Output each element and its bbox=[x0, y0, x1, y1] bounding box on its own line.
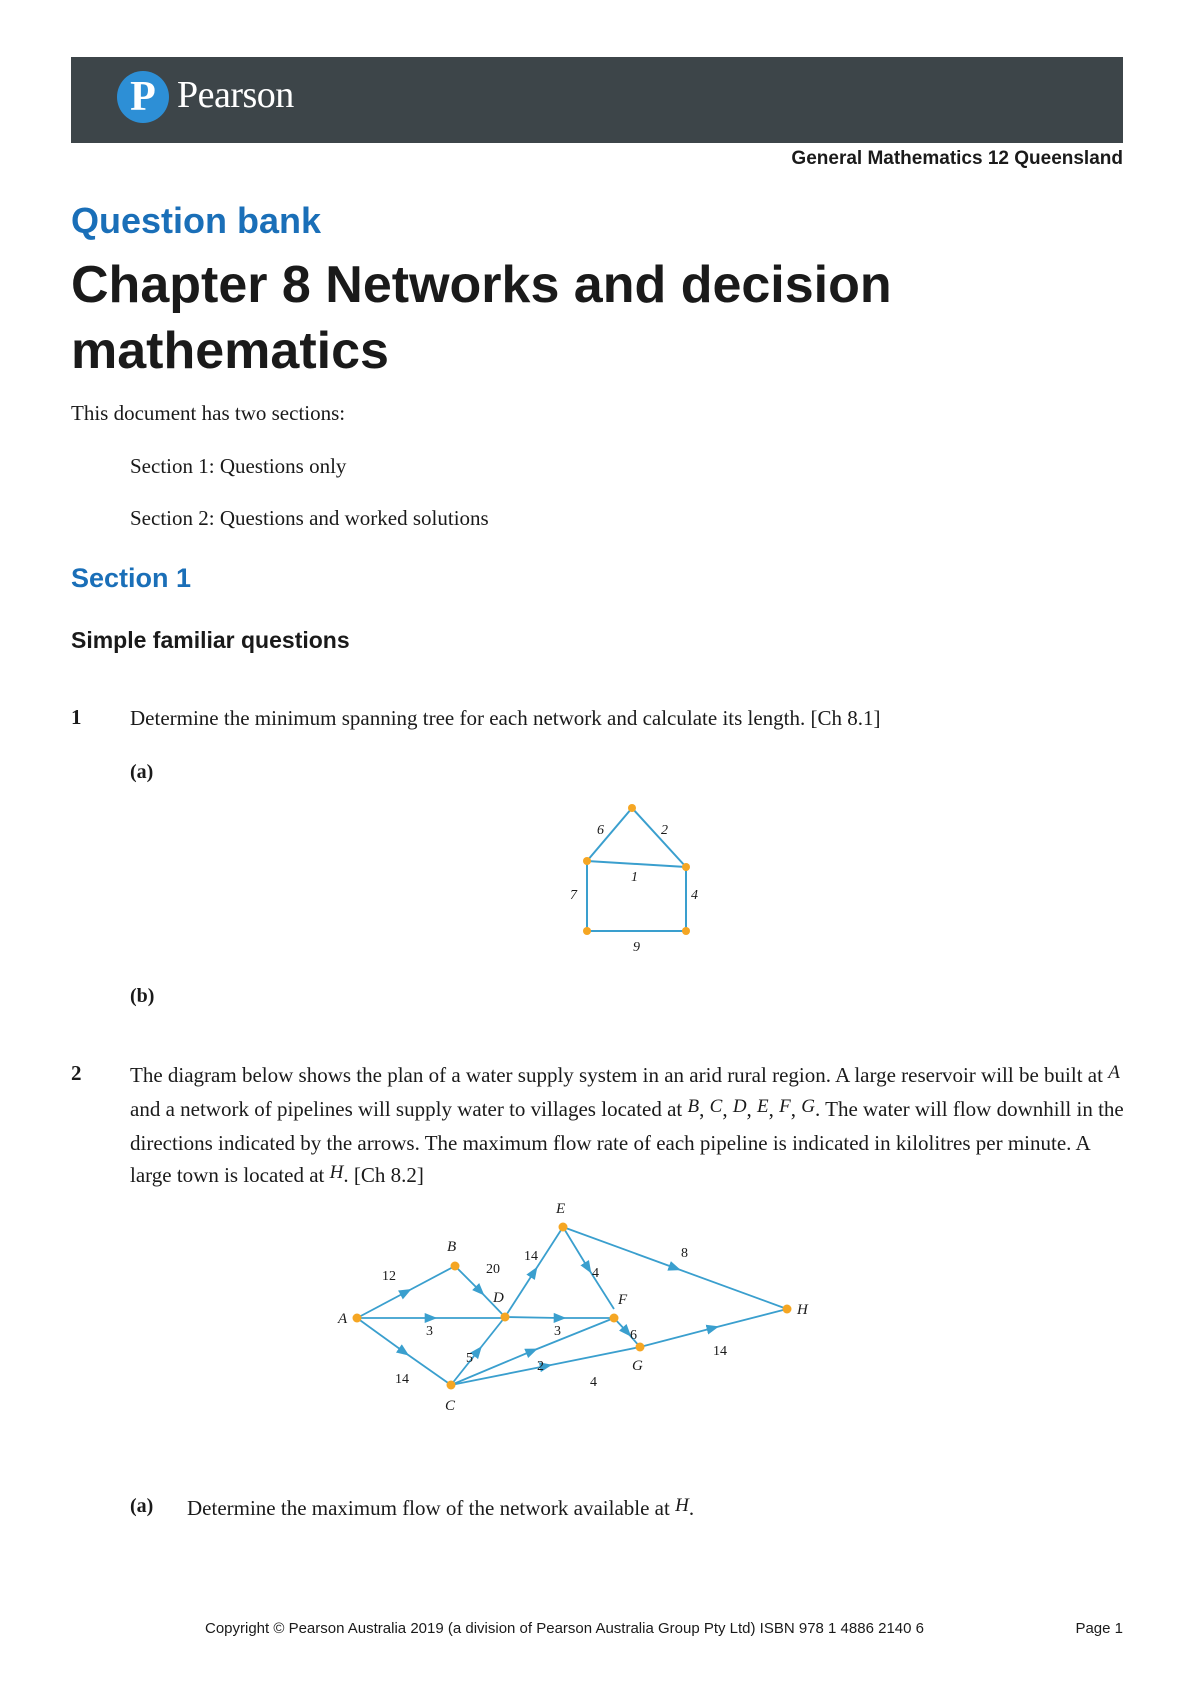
node-label-f: F bbox=[618, 1292, 628, 1308]
capacity-label: 4 bbox=[590, 1375, 597, 1390]
var-h: H bbox=[329, 1162, 344, 1183]
node-label-g: G bbox=[632, 1358, 643, 1374]
section-list-item-1: Section 1: Questions only bbox=[130, 454, 347, 478]
q2-text-part: . [Ch 8.2] bbox=[343, 1163, 424, 1187]
capacity-label: 2 bbox=[537, 1359, 544, 1374]
edge-label: 1 bbox=[631, 870, 638, 885]
question-1-part-b: (b) bbox=[130, 985, 155, 1007]
edge-label: 6 bbox=[597, 823, 604, 838]
pearson-logo-text: Pearson bbox=[177, 74, 294, 116]
water-flow-network-diagram bbox=[330, 1195, 870, 1460]
var-d: D bbox=[732, 1096, 747, 1117]
q2-text-part: The diagram below shows the plan of a water supply system in an arid rural region. A large reservoir will be built at bbox=[130, 1063, 1103, 1087]
chapter-title: Chapter 8 Networks and decision mathematics bbox=[71, 256, 892, 380]
capacity-label: 14 bbox=[395, 1372, 409, 1387]
part-a-end: . bbox=[688, 1496, 695, 1520]
question-2-text: The diagram below shows the plan of a water supply system in an arid rural region. A large reservoir will be built at A and a network of pipelines will supply water to villages located at B, C, D, E, F, G. The water will flow downhill in the directions indicated by the arrows. The maximum flow rate of each pipeline is indicated in kilolitres per minute. A large town is located at H. [Ch 8.2] bbox=[130, 1062, 1124, 1187]
footer-copyright: Copyright © Pearson Australia 2019 (a division of Pearson Australia Group Pty Ltd) ISBN 978 1 4886 2140 6 bbox=[205, 1620, 924, 1637]
question-1-text: Determine the minimum spanning tree for each network and calculate its length. [Ch 8.1] bbox=[130, 706, 881, 730]
node-label-c: C bbox=[445, 1398, 456, 1414]
subsection-heading: Simple familiar questions bbox=[71, 627, 350, 653]
var-a: A bbox=[1108, 1062, 1120, 1083]
capacity-label: 3 bbox=[554, 1324, 561, 1339]
capacity-label: 20 bbox=[486, 1262, 500, 1277]
question-2-part-a-text bbox=[187, 1493, 694, 1525]
question-number-1: 1 bbox=[71, 705, 82, 729]
node-label-b: B bbox=[447, 1239, 457, 1255]
network-diagram-a bbox=[555, 795, 705, 955]
capacity-label: 4 bbox=[592, 1266, 599, 1281]
var-f: F bbox=[779, 1096, 791, 1117]
question-bank-heading: Question bank bbox=[71, 200, 322, 241]
capacity-label: 6 bbox=[630, 1328, 637, 1343]
capacity-label: 8 bbox=[681, 1246, 688, 1261]
var-g: G bbox=[801, 1096, 815, 1117]
q2-text-part: . The water will flow downhill in the directions indicated by the arrows. The maximum flow rate of each pipeline is indicated in kilolitres per minute. A large town is located at bbox=[130, 1097, 1124, 1187]
intro-text: This document has two sections: bbox=[71, 401, 346, 425]
node-label-e: E bbox=[556, 1201, 566, 1217]
capacity-label: 3 bbox=[426, 1324, 433, 1339]
footer-page-number: Page 1 bbox=[1075, 1620, 1123, 1637]
node-label-a: A bbox=[338, 1311, 348, 1327]
var-e: E bbox=[757, 1096, 769, 1117]
question-2-part-a: (a) bbox=[130, 1495, 154, 1517]
var-h: H bbox=[675, 1495, 689, 1516]
capacity-label: 12 bbox=[382, 1269, 396, 1284]
edge-label: 2 bbox=[661, 823, 668, 838]
edge-label: 7 bbox=[570, 888, 577, 903]
var-c: C bbox=[709, 1096, 723, 1117]
node-label-h: H bbox=[797, 1302, 808, 1318]
var-b: B bbox=[687, 1096, 700, 1117]
book-title: General Mathematics 12 Queensland bbox=[791, 148, 1123, 169]
q2-text-part: and a network of pipelines will supply water to villages located at bbox=[130, 1097, 683, 1121]
edge-label: 4 bbox=[691, 888, 698, 903]
part-a-text: Determine the maximum flow of the network available at bbox=[187, 1496, 670, 1520]
capacity-label: 14 bbox=[524, 1249, 538, 1264]
capacity-label: 5 bbox=[466, 1351, 473, 1366]
question-number-2: 2 bbox=[71, 1061, 82, 1085]
header-banner bbox=[71, 57, 1123, 143]
capacity-label: 14 bbox=[713, 1344, 727, 1359]
section-heading: Section 1 bbox=[71, 563, 192, 593]
edge-label: 9 bbox=[633, 940, 640, 955]
section-list-item-2: Section 2: Questions and worked solutions bbox=[130, 506, 489, 530]
question-1-part-a: (a) bbox=[130, 761, 154, 783]
node-label-d: D bbox=[493, 1290, 504, 1306]
pearson-logo-icon: P bbox=[117, 71, 169, 123]
